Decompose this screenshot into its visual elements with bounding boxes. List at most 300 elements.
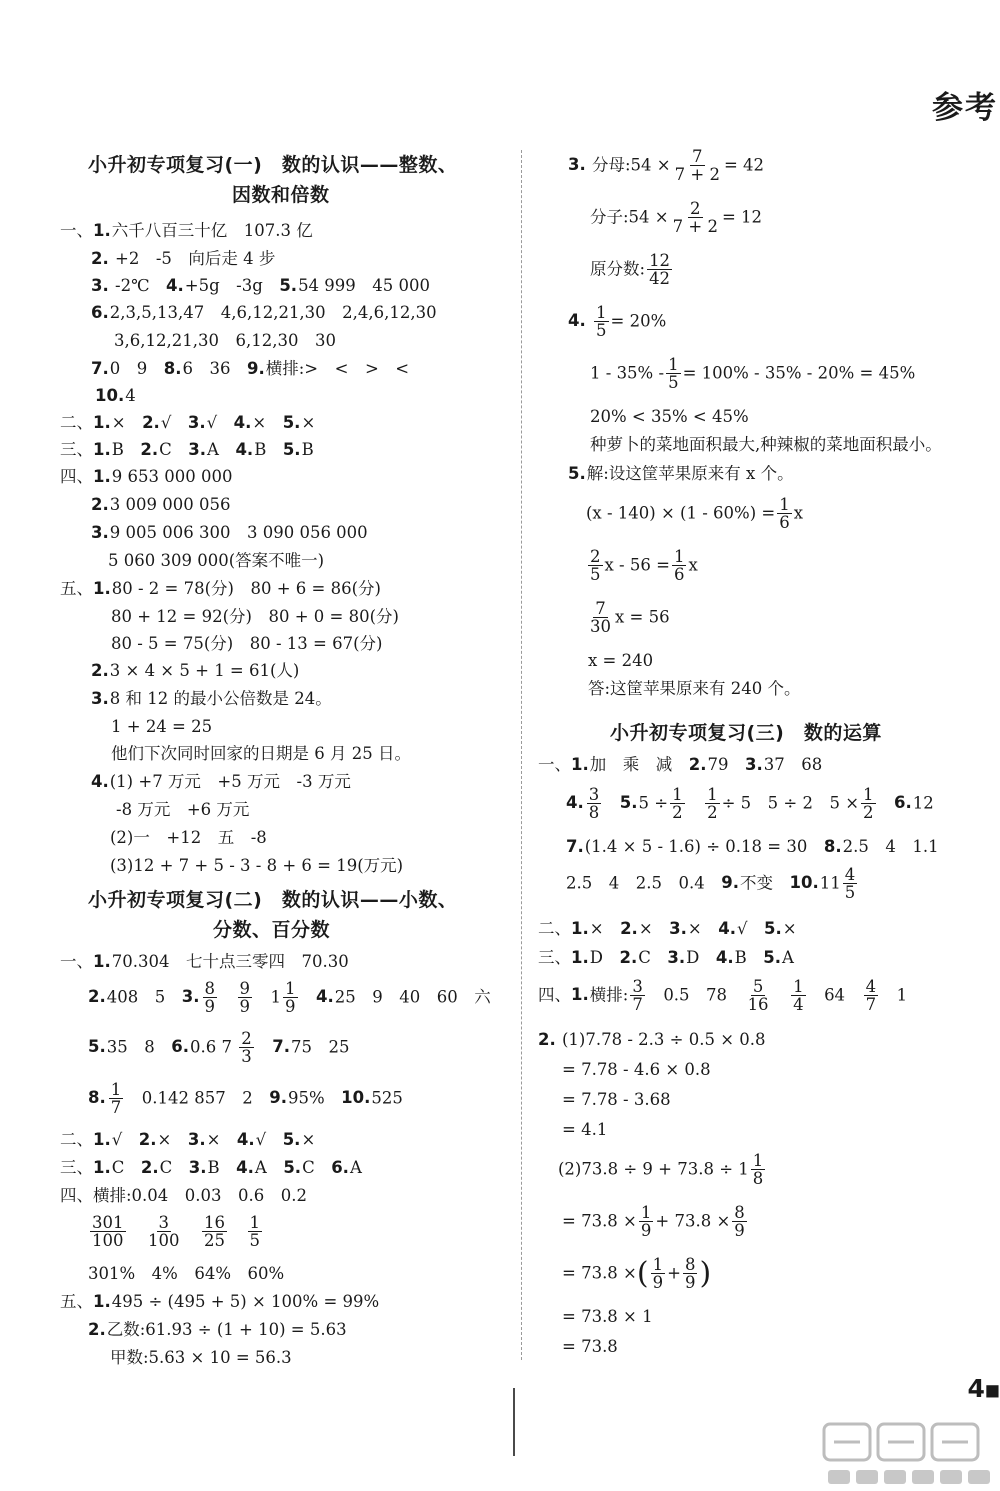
answer-line	[60, 441, 314, 460]
answer-text: = 20%	[610, 311, 667, 331]
question-number: 1.	[93, 579, 111, 598]
answer-text: 8 和 12 的最小公倍数是 24。	[109, 689, 332, 708]
question-number: 6.	[91, 303, 109, 322]
answer-text: 不变	[739, 873, 773, 893]
question-number: 3.	[745, 755, 763, 774]
answer-line	[586, 600, 670, 636]
answer-text: √	[160, 413, 172, 432]
answer-text: +2 -5 向后走 4 步	[115, 249, 276, 268]
answer-text: 解:设这筐苹果原来有 x 个。	[586, 464, 794, 483]
part-mark: 四、	[538, 985, 571, 1005]
answer-text: 3 × 4 × 5 + 1 = 61(人)	[109, 661, 300, 680]
answer-text: 原分数:	[590, 259, 646, 279]
page-number-text: 4	[967, 1374, 985, 1403]
answer-text: C	[302, 1158, 315, 1177]
spine-mark	[513, 1388, 515, 1456]
answer-line	[538, 978, 907, 1014]
answer-line	[91, 690, 332, 709]
answer-text: = 100% - 35% - 20% = 45%	[682, 363, 916, 383]
fraction: $\frac{1}{2}$	[707, 785, 718, 823]
answer-line	[538, 756, 822, 775]
answer-line	[590, 200, 762, 236]
answer-line	[88, 1265, 284, 1284]
question-number: 3.	[91, 276, 109, 295]
answer-text: 分母:54 ×	[592, 155, 671, 175]
answer-text: 4	[125, 386, 136, 405]
answer-line	[91, 277, 430, 296]
part-mark: 五、	[60, 579, 93, 598]
answer-line	[91, 496, 230, 515]
answer-line	[91, 250, 275, 269]
answer-text: 80 - 5 = 75(分) 80 - 13 = 67(分)	[111, 634, 383, 653]
answer-text: = 7.78 - 4.6 × 0.8	[562, 1060, 711, 1079]
answer-line	[88, 1081, 403, 1117]
answer-text: 75 25	[290, 1037, 350, 1057]
answer-line	[562, 1256, 711, 1292]
answer-text: B	[301, 440, 314, 459]
answer-text: 0.6 7	[190, 1037, 232, 1057]
answer-text: 种萝卜的菜地面积最大,种辣椒的菜地面积最小。	[590, 435, 942, 454]
fraction: $\frac{1}{5}$	[249, 1213, 260, 1251]
right-paren: )	[699, 1255, 712, 1291]
answer-text: 横排:	[589, 985, 629, 1005]
question-number: 1.	[93, 1158, 111, 1177]
answer-text: = 73.8 ×	[562, 1211, 637, 1231]
answer-text: x	[688, 555, 698, 575]
answer-text: √	[255, 1130, 267, 1149]
answer-text: B	[254, 440, 267, 459]
answer-text: 2.5 4 1.1	[842, 837, 939, 856]
answer-text: 六千八百三十亿 107.3 亿	[111, 221, 313, 240]
answer-text: (3)12 + 7 + 5 - 3 - 8 + 6 = 19(万元)	[110, 856, 404, 875]
answer-line	[566, 866, 859, 902]
question-number: 3.	[91, 689, 109, 708]
question-number: 1.	[571, 919, 589, 938]
answer-text: C	[111, 1158, 125, 1177]
answer-text: 495 ÷ (495 + 5) × 100% = 99%	[111, 1292, 380, 1311]
watermark-logo	[818, 1418, 996, 1488]
question-number: 4.	[236, 1158, 254, 1177]
answer-line	[110, 1349, 292, 1368]
answer-line	[538, 949, 794, 968]
answer-text: 12	[912, 793, 934, 813]
answer-text: ×	[589, 919, 604, 938]
answer-text: 525	[371, 1088, 403, 1108]
part-mark: 三、	[60, 1158, 93, 1177]
question-number: 3.	[181, 987, 200, 1007]
corner-title: 参考	[932, 90, 998, 126]
answer-line	[60, 1159, 362, 1178]
answer-text: 5 060 309 000(答案不唯一)	[108, 551, 325, 570]
answer-text: = 7.78 - 3.68	[562, 1090, 671, 1109]
part-mark: 三、	[60, 440, 93, 459]
answer-line	[116, 801, 249, 820]
question-number: 2.	[88, 987, 106, 1007]
question-number: 6.	[171, 1037, 189, 1057]
question-number: 4.	[316, 987, 334, 1007]
answer-line	[111, 718, 212, 737]
part-mark: 二、	[60, 1130, 93, 1149]
question-number: 4.	[568, 311, 586, 331]
answer-text: C	[159, 440, 172, 459]
answer-text: A	[349, 1158, 362, 1177]
fraction: $\frac{4}{5}$	[844, 865, 856, 903]
fraction: $\frac{3}{7}$	[632, 977, 643, 1015]
question-number: 10.	[341, 1088, 371, 1108]
answer-text: 80 - 2 = 78(分) 80 + 6 = 86(分)	[111, 579, 381, 598]
question-number: 1.	[93, 221, 111, 240]
part-mark: 一、	[538, 755, 571, 774]
question-number: 5.	[282, 1130, 301, 1149]
section1-title-line2: 因数和倍数	[232, 184, 330, 206]
question-number: 9.	[247, 359, 265, 378]
answer-text: ×	[638, 919, 653, 938]
answer-text: 1 + 24 = 25	[111, 717, 213, 736]
answer-line	[562, 1338, 618, 1357]
answer-text: 25 9 40 60 六	[334, 987, 491, 1007]
question-number: 6.	[894, 793, 912, 813]
answer-line	[568, 304, 666, 340]
question-number: 5.	[282, 413, 301, 432]
fraction: $\frac{2}{3}$	[241, 1029, 252, 1067]
answer-line	[562, 1091, 671, 1110]
answer-line	[562, 1204, 749, 1240]
question-number: 4.	[236, 1130, 255, 1149]
question-number: 5.	[282, 440, 301, 459]
part-mark: 二、	[60, 413, 93, 432]
answer-text: ×	[301, 1130, 316, 1149]
answer-line	[110, 857, 403, 876]
question-number: 5.	[619, 793, 638, 813]
answer-text: D	[686, 948, 700, 967]
section2-title-line2: 分数、百分数	[213, 919, 331, 941]
fraction: $\frac{8}{9}$	[734, 1203, 745, 1241]
answer-text: = 73.8 × 1	[562, 1307, 653, 1326]
question-number: 7.	[566, 837, 584, 856]
answer-text: ×	[206, 1130, 221, 1149]
answer-text: 1 - 35% -	[590, 363, 665, 383]
question-number: 2.	[91, 249, 109, 268]
answer-line	[110, 829, 267, 848]
answer-line	[60, 468, 232, 487]
answer-text: 6 36	[182, 359, 231, 378]
fraction: $\frac{16}{25}$	[204, 1213, 225, 1251]
answer-line	[586, 496, 803, 532]
question-number: 5.	[763, 948, 781, 967]
question-number: 2.	[620, 919, 638, 938]
answer-text: x	[793, 503, 804, 523]
answer-line	[586, 548, 698, 584]
answer-text: 答:这筐苹果原来有 240 个。	[588, 679, 801, 698]
answer-text: (1) +7 万元 +5 万元 -3 万元	[109, 772, 351, 791]
question-number: 1.	[93, 952, 111, 971]
question-number: 4.	[566, 793, 584, 813]
question-number: 2.	[538, 1030, 556, 1049]
answer-text: B	[207, 1158, 220, 1177]
fraction: $\frac{1}{7}$	[110, 1080, 122, 1118]
question-number: 8.	[823, 837, 842, 856]
part-mark: 四、	[60, 1186, 93, 1205]
question-number: 8.	[88, 1088, 106, 1108]
question-number: 1.	[571, 755, 589, 774]
question-number: 3.	[187, 1130, 206, 1149]
answer-line	[566, 838, 939, 857]
answer-text: 他们下次同时回家的日期是 6 月 25 日。	[111, 744, 411, 763]
answer-text: C	[638, 948, 651, 967]
answer-text: 0 9	[109, 359, 148, 378]
answer-text: + 73.8 ×	[655, 1211, 731, 1231]
answer-line	[111, 608, 399, 627]
answer-text: 54 999 45 000	[298, 276, 431, 295]
fraction: $\frac{12}{42}$	[649, 251, 671, 289]
answer-text: (2)73.8 ÷ 9 + 73.8 ÷ 1	[558, 1159, 749, 1179]
answer-line	[60, 580, 381, 599]
answer-text: -2℃	[115, 276, 150, 295]
fraction: $\frac{1}{2}$	[863, 785, 874, 823]
fraction: $\frac{3}{100}$	[148, 1213, 180, 1251]
question-number: 2.	[140, 440, 159, 459]
answer-text: 3,6,12,21,30 6,12,30 30	[114, 331, 336, 350]
question-number: 5.	[764, 919, 782, 938]
fraction: $\frac{1}{9}$	[285, 979, 296, 1017]
question-number: 2.	[140, 1158, 159, 1177]
answer-text: -8 万元 +6 万元	[116, 800, 250, 819]
fraction: $\frac{5}{16}$	[747, 977, 769, 1015]
answer-text: A	[207, 440, 219, 459]
answer-line	[590, 252, 674, 288]
answer-text: = 73.8	[562, 1337, 618, 1356]
answer-text: 5 ÷	[638, 793, 669, 813]
answer-line	[91, 662, 299, 681]
answer-text: +5g -3g	[184, 276, 263, 295]
answer-line	[114, 332, 336, 351]
answer-text: 95%	[287, 1088, 325, 1108]
question-number: 2.	[91, 661, 109, 680]
fraction: $\frac{1}{5}$	[668, 355, 679, 393]
answer-line	[566, 786, 934, 822]
answer-text: A	[254, 1158, 267, 1177]
answer-text: 加 乘 减	[589, 755, 673, 774]
answer-line	[111, 745, 411, 764]
answer-text: 0.5 78	[663, 985, 728, 1005]
answer-text: ×	[687, 919, 702, 938]
question-number: 10.	[95, 386, 125, 405]
page-number: 4■	[967, 1374, 1000, 1403]
section2-title-line1: 小升初专项复习(二) 数的认识——小数、	[88, 889, 458, 911]
question-number: 3.	[667, 948, 686, 967]
question-number: 1.	[93, 440, 111, 459]
question-number: 8.	[163, 359, 182, 378]
section1-title-line1: 小升初专项复习(一) 数的认识——整数、	[88, 154, 458, 176]
answer-line	[91, 304, 437, 323]
answer-line	[108, 552, 324, 571]
answer-line	[91, 773, 351, 792]
answer-text: A	[781, 948, 794, 967]
answer-text: 9 653 000 000	[111, 467, 233, 486]
answer-text: 1	[896, 985, 908, 1005]
column-divider	[521, 150, 522, 1360]
fraction: $\frac{7}{7 + 2}$	[674, 147, 720, 185]
fraction: $\frac{8}{9}$	[204, 979, 215, 1017]
part-mark: 二、	[538, 919, 571, 938]
fraction: $\frac{4}{7}$	[865, 977, 877, 1015]
question-number: 5.	[279, 276, 298, 295]
answer-text: ÷ 5 5 ÷ 2 5 ×	[721, 793, 860, 813]
fraction: $\frac{1}{6}$	[779, 495, 790, 533]
question-number: 5.	[283, 1158, 302, 1177]
answer-line	[568, 465, 794, 484]
question-number: 3.	[188, 440, 207, 459]
answer-text: ×	[111, 413, 126, 432]
part-mark: 一、	[60, 221, 93, 240]
answer-text: 11	[819, 873, 841, 893]
question-number: 3.	[187, 413, 206, 432]
question-number: 9.	[721, 873, 739, 893]
answer-text: 0.142 857 2	[141, 1088, 253, 1108]
answer-line	[111, 635, 383, 654]
answer-text: 9 005 006 300 3 090 056 000	[109, 523, 368, 542]
fraction: $\frac{9}{9}$	[239, 979, 250, 1017]
question-number: 1.	[571, 985, 589, 1005]
question-number: 1.	[93, 1292, 111, 1311]
answer-text: ×	[782, 919, 797, 938]
answer-text: 2.5 4 2.5 0.4	[566, 873, 705, 893]
answer-text: √	[111, 1130, 123, 1149]
answer-text: = 42	[723, 155, 765, 175]
answer-line	[538, 1031, 766, 1050]
fraction: $\frac{1}{4}$	[793, 977, 804, 1015]
answer-text: (1.4 × 5 - 1.6) ÷ 0.18 = 30	[584, 837, 808, 856]
question-number: 3.	[188, 1158, 207, 1177]
answer-text: x = 56	[615, 607, 670, 627]
answer-line	[91, 524, 368, 543]
answer-text: 2,3,5,13,47 4,6,12,21,30 2,4,6,12,30	[109, 303, 437, 322]
question-number: 1.	[93, 467, 111, 486]
answer-text: 甲数:5.63 × 10 = 56.3	[110, 1348, 292, 1367]
answer-text: 301% 4% 64% 60%	[88, 1264, 285, 1283]
answer-text: √	[736, 919, 748, 938]
fraction: $\frac{1}{5}$	[596, 303, 607, 341]
answer-text: 70.304 七十点三零四 70.30	[111, 952, 349, 971]
answer-line	[60, 1293, 379, 1312]
answer-text: 横排:0.04 0.03 0.6 0.2	[93, 1186, 308, 1205]
question-number: 4.	[235, 440, 254, 459]
answer-text: 20% < 35% < 45%	[590, 407, 749, 426]
section3-title: 小升初专项复习(三) 数的运算	[610, 722, 882, 744]
answer-line	[558, 1152, 767, 1188]
part-mark: 一、	[60, 952, 93, 971]
question-number: 2.	[142, 413, 160, 432]
question-number: 7.	[272, 1037, 290, 1057]
part-mark: 三、	[538, 948, 571, 967]
fraction: $\frac{7}{30}$	[590, 599, 611, 637]
fraction: $\frac{3}{8}$	[588, 785, 600, 823]
answer-line	[562, 1121, 607, 1140]
answer-text: 408 5	[106, 987, 166, 1007]
answer-text: (x - 140) × (1 - 60%) =	[586, 503, 776, 523]
answer-text: 3 009 000 056	[109, 495, 231, 514]
answer-line	[590, 436, 942, 455]
answer-line	[88, 1030, 349, 1066]
question-number: 4.	[166, 276, 184, 295]
answer-line	[588, 652, 653, 671]
question-number: 3.	[669, 919, 687, 938]
question-number: 1.	[93, 1130, 111, 1149]
fraction: $\frac{1}{9}$	[640, 1203, 652, 1241]
question-number: 4.	[233, 413, 252, 432]
answer-text: ×	[157, 1130, 172, 1149]
answer-text: 横排:> < > <	[265, 359, 410, 378]
answer-text: (1)7.78 - 2.3 ÷ 0.5 × 0.8	[562, 1030, 766, 1049]
question-number: 2.	[619, 948, 638, 967]
fraction: $\frac{2}{7 + 2}$	[672, 199, 718, 237]
answer-line	[88, 1321, 347, 1340]
answer-line	[562, 1308, 653, 1327]
question-number: 1.	[93, 413, 111, 432]
question-number: 2.	[88, 1320, 106, 1339]
answer-text: 分子:54 ×	[590, 207, 669, 227]
answer-text: = 4.1	[562, 1120, 608, 1139]
answer-line	[588, 680, 801, 699]
fraction: $\frac{301}{100}$	[92, 1213, 124, 1251]
answer-text: 35 8	[106, 1037, 155, 1057]
answer-line	[590, 356, 915, 392]
question-number: 9.	[269, 1088, 287, 1108]
answer-line	[91, 360, 409, 379]
answer-text: x = 240	[588, 651, 654, 670]
fraction: $\frac{1}{8}$	[752, 1151, 764, 1189]
fraction: $\frac{1}{2}$	[672, 785, 683, 823]
answer-line	[60, 1131, 315, 1150]
question-number: 2.	[138, 1130, 157, 1149]
answer-text: ×	[301, 413, 316, 432]
answer-line	[60, 953, 349, 972]
answer-text: √	[206, 413, 218, 432]
answer-text: B	[111, 440, 124, 459]
answer-text: 37 68	[763, 755, 823, 774]
answer-line	[538, 920, 797, 939]
answer-text: B	[734, 948, 747, 967]
answer-text: ×	[252, 413, 267, 432]
answer-line	[60, 1187, 307, 1206]
question-number: 1.	[571, 948, 589, 967]
answer-text: 乙数:61.93 ÷ (1 + 10) = 5.63	[106, 1320, 347, 1339]
answer-line	[562, 1061, 711, 1080]
answer-line	[60, 222, 313, 241]
answer-text: 64	[824, 985, 846, 1005]
answer-text: C	[159, 1158, 173, 1177]
answer-line	[88, 980, 491, 1016]
question-number: 5.	[88, 1037, 106, 1057]
question-number: 4.	[718, 919, 736, 938]
question-number: 3.	[91, 523, 109, 542]
question-number: 10.	[789, 873, 819, 893]
question-number: 7.	[91, 359, 109, 378]
question-number: 2.	[91, 495, 109, 514]
fraction: $\frac{1}{9}$	[652, 1255, 664, 1293]
answer-text: 1	[270, 987, 281, 1007]
answer-line	[590, 408, 749, 427]
fraction: $\frac{8}{9}$	[684, 1255, 696, 1293]
question-number: 5.	[568, 464, 586, 483]
question-number: 4.	[715, 948, 734, 967]
plus-sign: +	[667, 1263, 681, 1283]
question-number: 2.	[688, 755, 707, 774]
answer-line	[568, 148, 764, 184]
answer-text: D	[589, 948, 603, 967]
answer-text: (2)一 +12 五 -8	[110, 828, 267, 847]
answer-line	[60, 414, 315, 433]
